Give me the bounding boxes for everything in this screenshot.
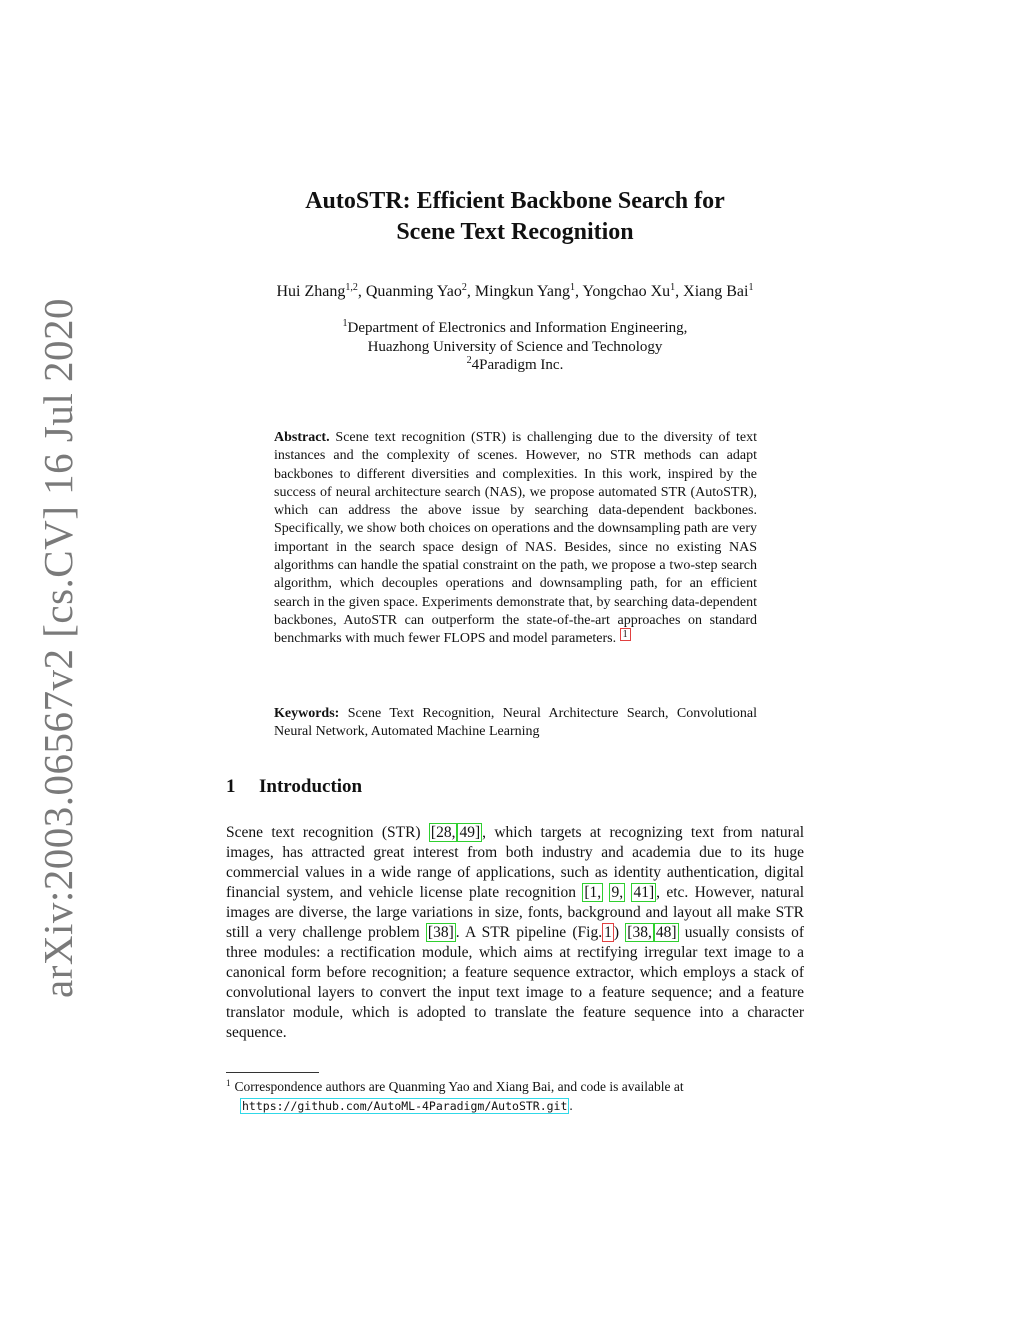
- affiliation-mark: 2: [466, 355, 472, 366]
- footnote-divider: [226, 1072, 319, 1073]
- affiliation-mark: 1: [342, 318, 348, 329]
- author-affiliation-mark: 2: [461, 282, 467, 293]
- affiliation-2: [226, 356, 804, 375]
- author-separator: ,: [357, 283, 366, 300]
- author-affiliation-mark: 1: [748, 282, 754, 293]
- author-name: Quanming Yao: [365, 283, 462, 300]
- footnote-end: .: [569, 1098, 573, 1113]
- footnote-link[interactable]: 1: [620, 628, 631, 641]
- citation-link[interactable]: 41]: [633, 884, 655, 901]
- affiliation-text: Department of Electronics and Information Engineering,: [347, 320, 688, 336]
- keywords-text: Scene Text Recognition, Neural Architecture Search, Convolutional Neural Network, Automated Machine Learning: [274, 706, 758, 740]
- footnote-line-1: [226, 1077, 806, 1096]
- paper-title: [226, 186, 804, 248]
- intro-text: , which targets at recognizing text from natural images, has attracted great interest from both industry and academia due to its huge commercial values in a wide range of applications, such as identity authentication, digital financial system, and vehicle license plate recognition: [226, 824, 805, 901]
- citation-link[interactable]: [38]: [427, 924, 454, 941]
- section-number: 1: [226, 776, 236, 797]
- keywords-label: Keywords:: [274, 706, 340, 721]
- figure-link[interactable]: 1: [604, 924, 612, 941]
- affiliation-text: 4Paradigm Inc.: [471, 357, 564, 373]
- affiliation-1-cont: Huazhong University of Science and Technology: [367, 338, 663, 355]
- arxiv-identifier: arXiv:2003.06567v2 [cs.CV] 16 Jul 2020: [35, 297, 81, 999]
- code-url-link[interactable]: https://github.com/AutoML-4Paradigm/AutoSTR.git: [242, 1099, 568, 1113]
- citation-link[interactable]: 9,: [611, 884, 624, 901]
- citation-link[interactable]: [1,: [584, 884, 602, 901]
- author-affiliation-mark: 1: [570, 282, 576, 293]
- affiliation-1: [226, 319, 804, 338]
- section-heading: [226, 776, 362, 798]
- title-line-2: Scene Text Recognition: [396, 219, 634, 245]
- footnote-mark: 1: [226, 1078, 231, 1088]
- citation-link[interactable]: 49]: [459, 824, 481, 841]
- abstract-label: Abstract.: [274, 430, 330, 445]
- abstract-text: Scene text recognition (STR) is challenging due to the diversity of text instances and the complexity of scenes. However, no STR methods can adapt backbones to different diversities and complexities. In this work, inspired by the success of neural architecture search (NAS), we propose automated STR (AutoSTR), which can address the above issue by searching data-dependent backbones. Specifically, we show both choices on operations and the downsampling path are very important in the search space design of NAS. Besides, since no existing NAS algorithms can handle the spatial constraint on the path, we propose a two-step search algorithm, which decouples operations and downsampling path, for an efficient search in the given space. Experiments demonstrate that, by searching data-dependent backbones, AutoSTR can outperform the state-of-the-art approaches on standard benchmarks with much fewer FLOPS and model parameters.: [274, 430, 757, 647]
- affiliations: [226, 319, 804, 375]
- intro-text: , etc. However, natural images are diverse, the large variations in size, fonts, background and layout all make STR still a very challenge problem: [226, 884, 805, 941]
- author-separator: ,: [675, 283, 684, 300]
- title-line-1: AutoSTR: Efficient Backbone Search for: [305, 188, 725, 214]
- citation-link[interactable]: 48]: [655, 924, 677, 941]
- citation-link[interactable]: [38,: [627, 924, 652, 941]
- intro-text: usually consists of three modules: a rectification module, which aims at rectifying irregular text image to a canonical form before recognition; a feature sequence extractor, which employs a stack of convolutional layers to convert the input text image to a feature sequence; and a feature translator module, which is adopted to translate the feature sequence into a character sequence.: [226, 924, 804, 1041]
- author-affiliation-mark: 1: [670, 282, 676, 293]
- author-name: Hui Zhang: [276, 283, 346, 300]
- footnote-line-2: [226, 1096, 806, 1116]
- author-name: Yongchao Xu: [582, 283, 671, 300]
- intro-text: Scene text recognition (STR): [226, 824, 429, 841]
- footnote-text: Correspondence authors are Quanming Yao and Xiang Bai, and code is available at: [234, 1079, 684, 1094]
- keywords: [274, 705, 757, 742]
- author-name: Mingkun Yang: [474, 283, 571, 300]
- author-name: Xiang Bai: [683, 283, 749, 300]
- citation-link[interactable]: [28,: [430, 824, 456, 841]
- footnote: [226, 1077, 806, 1116]
- abstract: [274, 429, 757, 649]
- author-list: [226, 283, 804, 301]
- intro-text: . A STR pipeline (Fig.: [455, 924, 603, 941]
- author-affiliation-mark: 1,2: [345, 282, 358, 293]
- intro-paragraph: [226, 823, 804, 1043]
- author-separator: ,: [575, 283, 583, 300]
- intro-text: ): [613, 924, 626, 941]
- section-title: Introduction: [259, 776, 363, 797]
- author-separator: ,: [466, 283, 475, 300]
